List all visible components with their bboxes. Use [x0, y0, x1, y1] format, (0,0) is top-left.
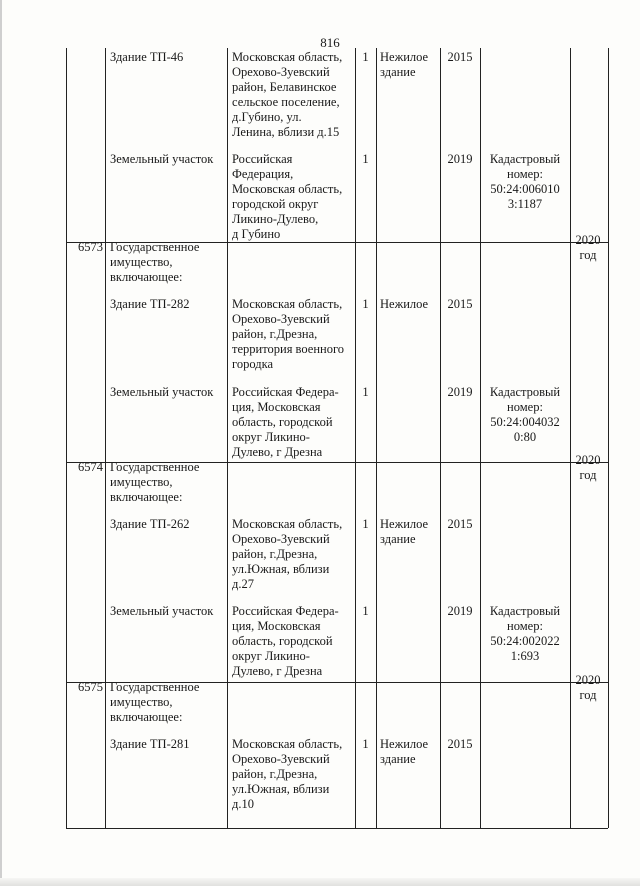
cadastral-number: Кадастровый номер: 50:24:004032 0:80 — [489, 385, 561, 444]
object-quantity: 1 — [362, 385, 369, 399]
transfer-year: 2020 год — [575, 233, 601, 262]
object-address: Московская область, Орехово-Зуевский район, г.Дрезна, территория военного городка — [232, 297, 345, 371]
object-name: Здание ТП-262 — [110, 517, 190, 531]
object-type: Нежилое здание — [380, 50, 429, 79]
transfer-year: 2020 год — [575, 673, 601, 702]
object-year: 2019 — [447, 385, 473, 399]
object-name: Земельный участок — [110, 604, 214, 618]
object-address: Российская Федерация, Московская область, городской округ Ликино-Дулево, д Губино — [232, 152, 343, 241]
object-type: Нежилое здание — [380, 737, 429, 766]
column-border — [608, 48, 609, 828]
column-border — [105, 48, 106, 828]
column-border — [376, 48, 377, 828]
cadastral-number: Кадастровый номер: 50:24:002022 1:693 — [489, 604, 561, 663]
object-type: Нежилое — [380, 297, 429, 311]
object-address: Российская Федера- ция, Московская область, городской округ Ликино- Дулево, г Дрезна — [232, 604, 339, 678]
cadastral-number: Кадастровый номер: 50:24:006010 3:1187 — [489, 152, 561, 211]
scan-edge-bottom — [0, 878, 640, 886]
object-year: 2015 — [447, 297, 473, 311]
page-number: 816 — [320, 35, 340, 50]
object-name: Здание ТП-281 — [110, 737, 190, 751]
column-border — [570, 48, 571, 828]
object-type: Нежилое здание — [380, 517, 429, 546]
column-border — [227, 48, 228, 828]
object-quantity: 1 — [362, 152, 369, 166]
column-border — [66, 48, 67, 828]
registry-number: 6575 — [78, 680, 103, 694]
object-name: Государственное имущество, включающее: — [110, 240, 200, 284]
object-year: 2019 — [447, 152, 473, 166]
scan-edge — [0, 0, 2, 886]
object-year: 2015 — [447, 517, 473, 531]
object-address: Московская область, Орехово-Зуевский район, Белавинское сельское поселение, д.Губино, ул. Ленина, вблизи д.15 — [232, 50, 343, 139]
registry-number: 6574 — [78, 460, 103, 474]
object-name: Государственное имущество, включающее: — [110, 680, 200, 724]
object-quantity: 1 — [362, 737, 369, 751]
object-address: Московская область, Орехово-Зуевский район, г.Дрезна, ул.Южная, вблизи д.10 — [232, 737, 343, 811]
object-year: 2015 — [447, 737, 473, 751]
table-bottom-border — [66, 828, 608, 829]
object-year: 2019 — [447, 604, 473, 618]
object-name: Земельный участок — [110, 385, 214, 399]
object-address: Московская область, Орехово-Зуевский район, г.Дрезна, ул.Южная, вблизи д.27 — [232, 517, 343, 591]
registry-number: 6573 — [78, 240, 103, 254]
object-quantity: 1 — [362, 297, 369, 311]
object-name: Государственное имущество, включающее: — [110, 460, 200, 504]
object-name: Земельный участок — [110, 152, 214, 166]
object-quantity: 1 — [362, 517, 369, 531]
object-name: Здание ТП-282 — [110, 297, 190, 311]
object-year: 2015 — [447, 50, 473, 64]
object-address: Российская Федера- ция, Московская область, городской округ Ликино- Дулево, г Дрезна — [232, 385, 339, 459]
object-quantity: 1 — [362, 604, 369, 618]
transfer-year: 2020 год — [575, 453, 601, 482]
object-quantity: 1 — [362, 50, 369, 64]
object-name: Здание ТП-46 — [110, 50, 184, 64]
